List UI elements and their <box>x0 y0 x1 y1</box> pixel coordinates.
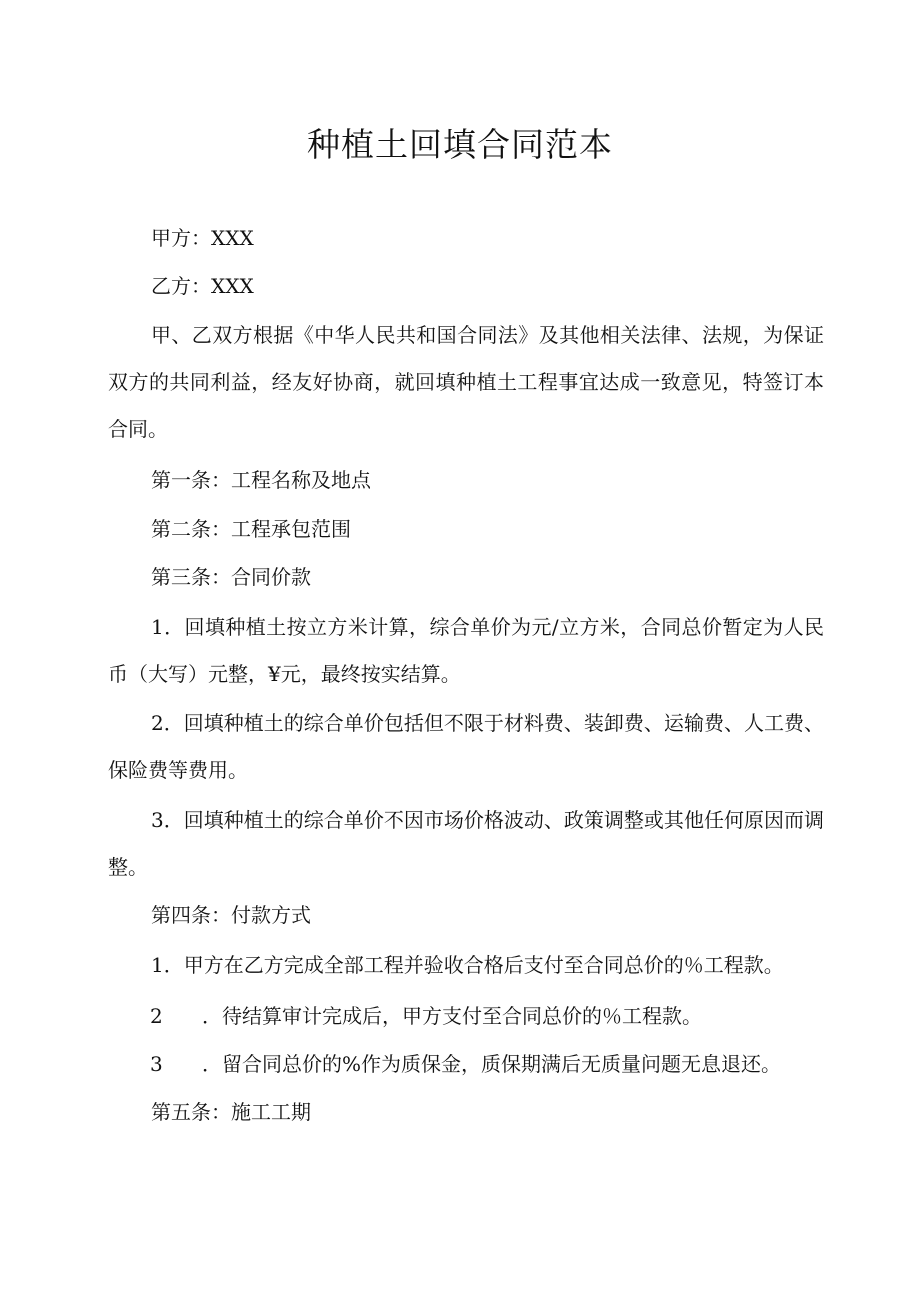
payment-item-2-number: 2 <box>150 1004 163 1028</box>
payment-item-3 <box>150 1041 781 1088</box>
payment-item-3-text: ．留合同总价的%作为质保金，质保期满后无质量问题无息退还。 <box>202 1052 782 1076</box>
payment-item-3-number: 3 <box>150 1052 163 1076</box>
document-title: 种植土回填合同范本 <box>307 125 613 164</box>
price-item-2: 2．回填种植土的综合单价包括但不限于材料费、装卸费、运输费、人工费、保险费等费用。 <box>108 711 824 782</box>
article-4-heading: 第四条：付款方式 <box>151 903 311 927</box>
payment-item-2 <box>150 993 702 1040</box>
article-5-heading: 第五条：施工工期 <box>151 1100 311 1124</box>
payment-item-2-text: ．待结算审计完成后，甲方支付至合同总价的％工程款。 <box>202 1004 702 1028</box>
article-2-heading: 第二条：工程承包范围 <box>151 517 351 541</box>
party-a: 甲方：XXX <box>151 226 254 250</box>
payment-item-1: 1．甲方在乙方完成全部工程并验收合格后支付至合同总价的％工程款。 <box>151 953 784 977</box>
party-b: 乙方：XXX <box>151 274 254 298</box>
article-3-heading: 第三条：合同价款 <box>151 565 311 589</box>
price-item-3: 3．回填种植土的综合单价不因市场价格波动、政策调整或其他任何原因而调整。 <box>108 808 824 879</box>
price-item-1: 1．回填种植土按立方米计算，综合单价为元/立方米，合同总价暂定为人民币（大写）元整，¥元，最终按实结算。 <box>108 615 824 686</box>
article-1-heading: 第一条：工程名称及地点 <box>151 468 371 492</box>
preamble-paragraph: 甲、乙双方根据《中华人民共和国合同法》及其他相关法律、法规，为保证双方的共同利益，经友好协商，就回填种植土工程事宜达成一致意见，特签订本合同。 <box>108 323 824 441</box>
